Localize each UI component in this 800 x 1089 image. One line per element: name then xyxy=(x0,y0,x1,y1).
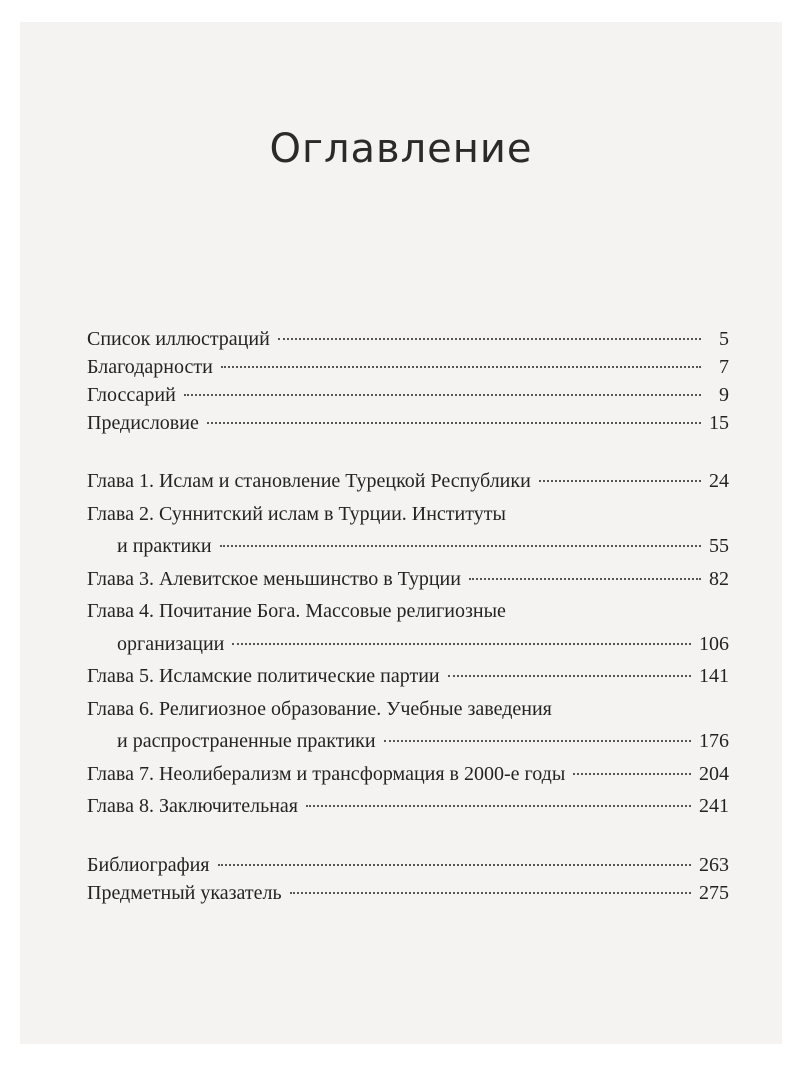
toc-entry-label: Благодарности xyxy=(87,356,213,378)
dot-leader xyxy=(448,674,691,677)
dot-leader xyxy=(306,804,691,807)
toc-entry-label-continued: организации xyxy=(117,632,225,655)
dot-leader xyxy=(218,863,692,866)
dot-leader xyxy=(573,772,691,775)
toc-entry-label: Глава 8. Заключительная xyxy=(87,795,299,817)
toc-entry-page: 204 xyxy=(699,762,729,785)
toc-entry-label: Глава 6. Религиозное образование. Учебные заведения xyxy=(87,697,552,720)
toc-entry-page: 275 xyxy=(699,881,729,904)
toc-entry[interactable] xyxy=(87,409,729,437)
toc-entry-page: 176 xyxy=(699,730,729,752)
toc-entry-page: 263 xyxy=(699,853,729,876)
toc-entry-label: Библиография xyxy=(87,853,210,876)
toc-entry-label: Предисловие xyxy=(87,412,199,434)
toc-entry-page: 106 xyxy=(699,632,729,655)
toc-entry-label: Глоссарий xyxy=(87,384,176,406)
book-page xyxy=(20,22,782,1044)
toc-chapter-4[interactable] xyxy=(87,595,729,660)
toc-entry[interactable] xyxy=(87,353,729,381)
toc-entry-label: Глава 5. Исламские политические партии xyxy=(87,665,440,687)
toc-chapter-2[interactable] xyxy=(87,498,729,563)
toc-entry-label: Глава 7. Неолиберализм и трансформация в 2000-е годы xyxy=(87,762,566,785)
dot-leader xyxy=(207,421,701,424)
toc-entry-label: Глава 2. Суннитский ислам в Турции. Институты xyxy=(87,502,506,525)
dot-leader xyxy=(278,337,701,340)
toc-entry-page: 24 xyxy=(709,470,729,492)
toc-entry-page: 9 xyxy=(719,384,729,406)
dot-leader xyxy=(384,739,691,742)
toc-entry[interactable] xyxy=(87,851,729,879)
dot-leader xyxy=(290,891,691,894)
toc-chapter-7[interactable] xyxy=(87,758,729,791)
toc-chapter-5[interactable] xyxy=(87,660,729,693)
page-title: Оглавление xyxy=(269,126,533,172)
dot-leader xyxy=(184,393,701,396)
toc-entry-label-continued: и практики xyxy=(117,535,212,557)
toc-chapter-8[interactable] xyxy=(87,790,729,823)
chapters-list xyxy=(87,465,729,823)
dot-leader xyxy=(539,479,701,482)
toc-entry-page: 7 xyxy=(719,356,729,378)
dot-leader xyxy=(221,365,701,368)
toc-entry-label: Глава 1. Ислам и становление Турецкой Республики xyxy=(87,470,531,492)
dot-leader xyxy=(220,544,701,547)
toc-entry[interactable] xyxy=(87,879,729,907)
toc-chapter-1[interactable] xyxy=(87,465,729,498)
toc-entry-page: 5 xyxy=(719,328,729,350)
toc-chapter-3[interactable] xyxy=(87,563,729,596)
dot-leader xyxy=(469,577,701,580)
toc-entry-label: Глава 3. Алевитское меньшинство в Турции xyxy=(87,567,461,590)
dot-leader xyxy=(232,642,691,645)
toc-entry-page: 55 xyxy=(709,535,729,557)
toc-entry[interactable] xyxy=(87,381,729,409)
toc-entry-page: 241 xyxy=(699,795,729,817)
table-of-contents xyxy=(87,325,729,907)
toc-entry-page: 141 xyxy=(699,665,729,687)
toc-entry[interactable] xyxy=(87,325,729,353)
toc-entry-page: 15 xyxy=(709,412,729,434)
toc-entry-page: 82 xyxy=(709,567,729,590)
front-matter-list xyxy=(87,325,729,437)
back-matter-list xyxy=(87,851,729,907)
toc-entry-label: Предметный указатель xyxy=(87,881,282,904)
toc-entry-label-continued: и распространенные практики xyxy=(117,730,376,752)
toc-chapter-6[interactable] xyxy=(87,693,729,758)
toc-entry-label: Список иллюстраций xyxy=(87,328,270,350)
toc-entry-label: Глава 4. Почитание Бога. Массовые религиозные xyxy=(87,600,506,622)
